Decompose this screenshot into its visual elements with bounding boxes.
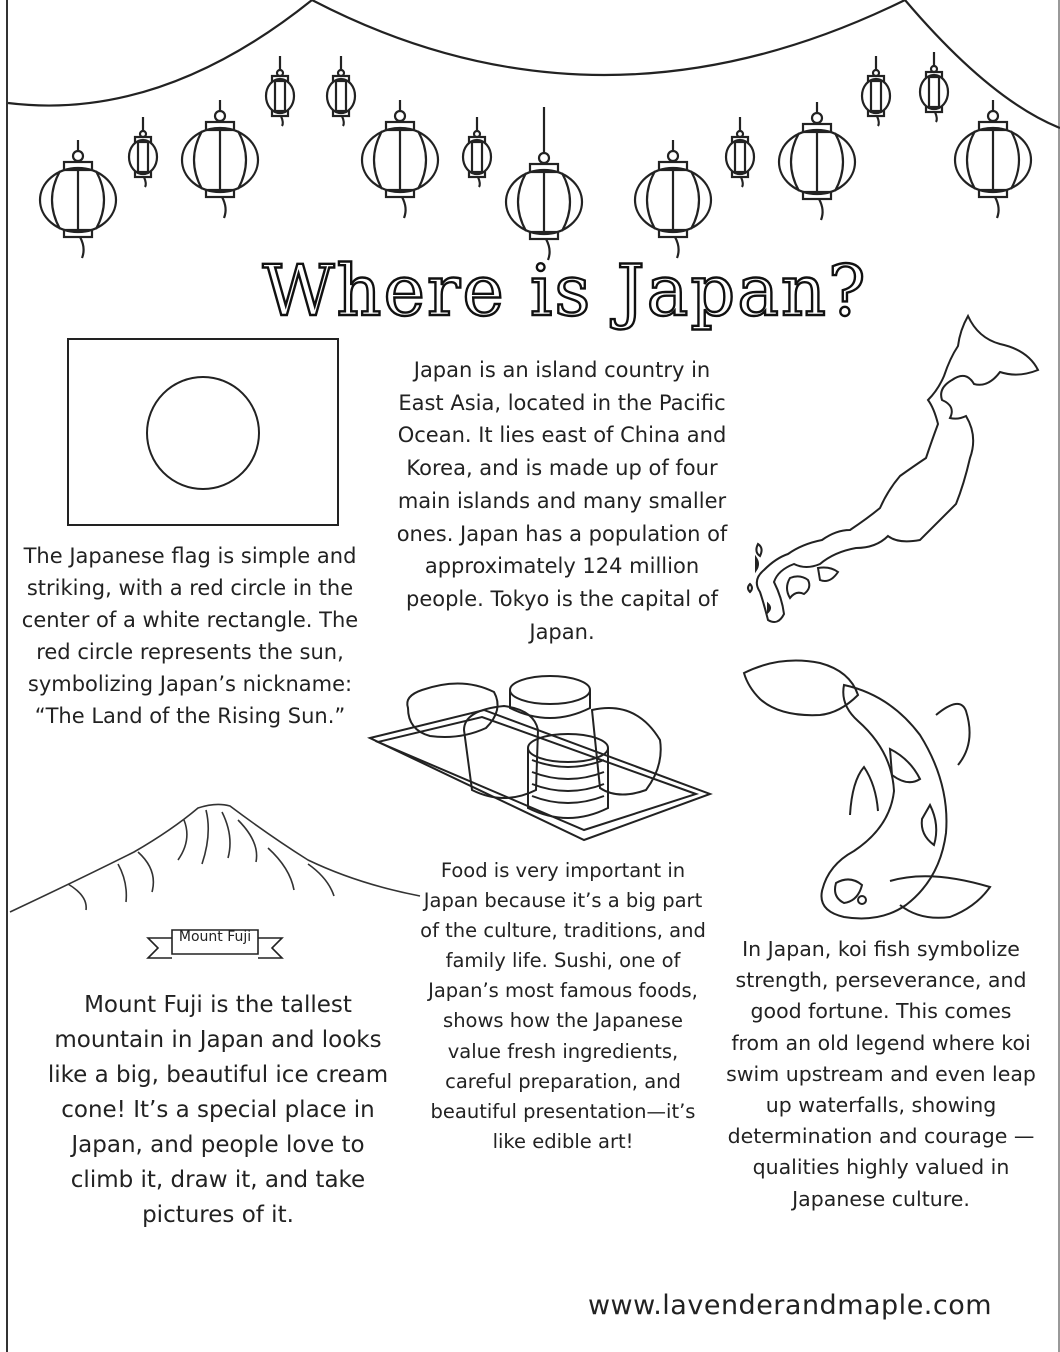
lantern-icon (40, 140, 116, 258)
koi-fish-icon (740, 655, 1002, 927)
small-lantern-icon (726, 117, 754, 187)
lantern-icon (182, 100, 258, 218)
small-lantern-icon (129, 117, 157, 187)
mount-fuji-banner-label: Mount Fuji (178, 929, 252, 945)
small-lantern-icon (327, 56, 355, 126)
lantern-icon (635, 140, 711, 258)
lantern-icon (955, 100, 1031, 218)
lantern-icon (779, 102, 855, 220)
lantern-icon (506, 107, 582, 260)
small-lantern-icon (463, 117, 491, 187)
footer-website-link[interactable]: www.lavenderandmaple.com (587, 1290, 993, 1321)
small-lantern-icon (266, 56, 294, 126)
fuji-caption: Mount Fuji is the tallest mountain in Japan and looks like a big, beautiful ice cream cone! It’s a special place in Japan, and people love to climb it, draw it, and take pictures of it. (47, 992, 389, 1228)
flag-sun-circle (146, 376, 260, 490)
small-lantern-icon (862, 56, 890, 126)
food-caption: Food is very important in Japan because it’s a big part of the culture, traditions, and family life. Sushi, one of Japan’s most famous foods, shows how the Japanese value fresh ingredients, careful preparation, and beautiful presentation—it’s like edible art! (420, 859, 706, 1153)
small-lantern-icon (920, 52, 948, 122)
koi-caption: In Japan, koi fish symbolize strength, perseverance, and good fortune. This comes from an old legend where koi swim upstream and even leap up waterfalls, showing determination and courage —qualities highly valued in Japanese culture. (726, 937, 1036, 1211)
mount-fuji-icon (8, 800, 424, 922)
lantern-icon (362, 100, 438, 218)
japan-caption: Japan is an island country in East Asia, located in the Pacific Ocean. It lies east of China and Korea, and is made up of four main islands and many smaller ones. Japan has a population of approximately 124 million people. Tokyo is the capital of Japan. (396, 358, 728, 644)
flag-caption: The Japanese flag is simple and striking, with a red circle in the center of a white rectangle. The red circle represents the sun, symbolizing Japan’s nickname: “The Land of the Rising Sun.” (21, 544, 359, 728)
japan-map-icon (738, 308, 1054, 633)
page-title: Where is Japan? (262, 250, 868, 332)
japan-flag-icon (67, 338, 339, 526)
lantern-garland-icon (0, 0, 1060, 265)
